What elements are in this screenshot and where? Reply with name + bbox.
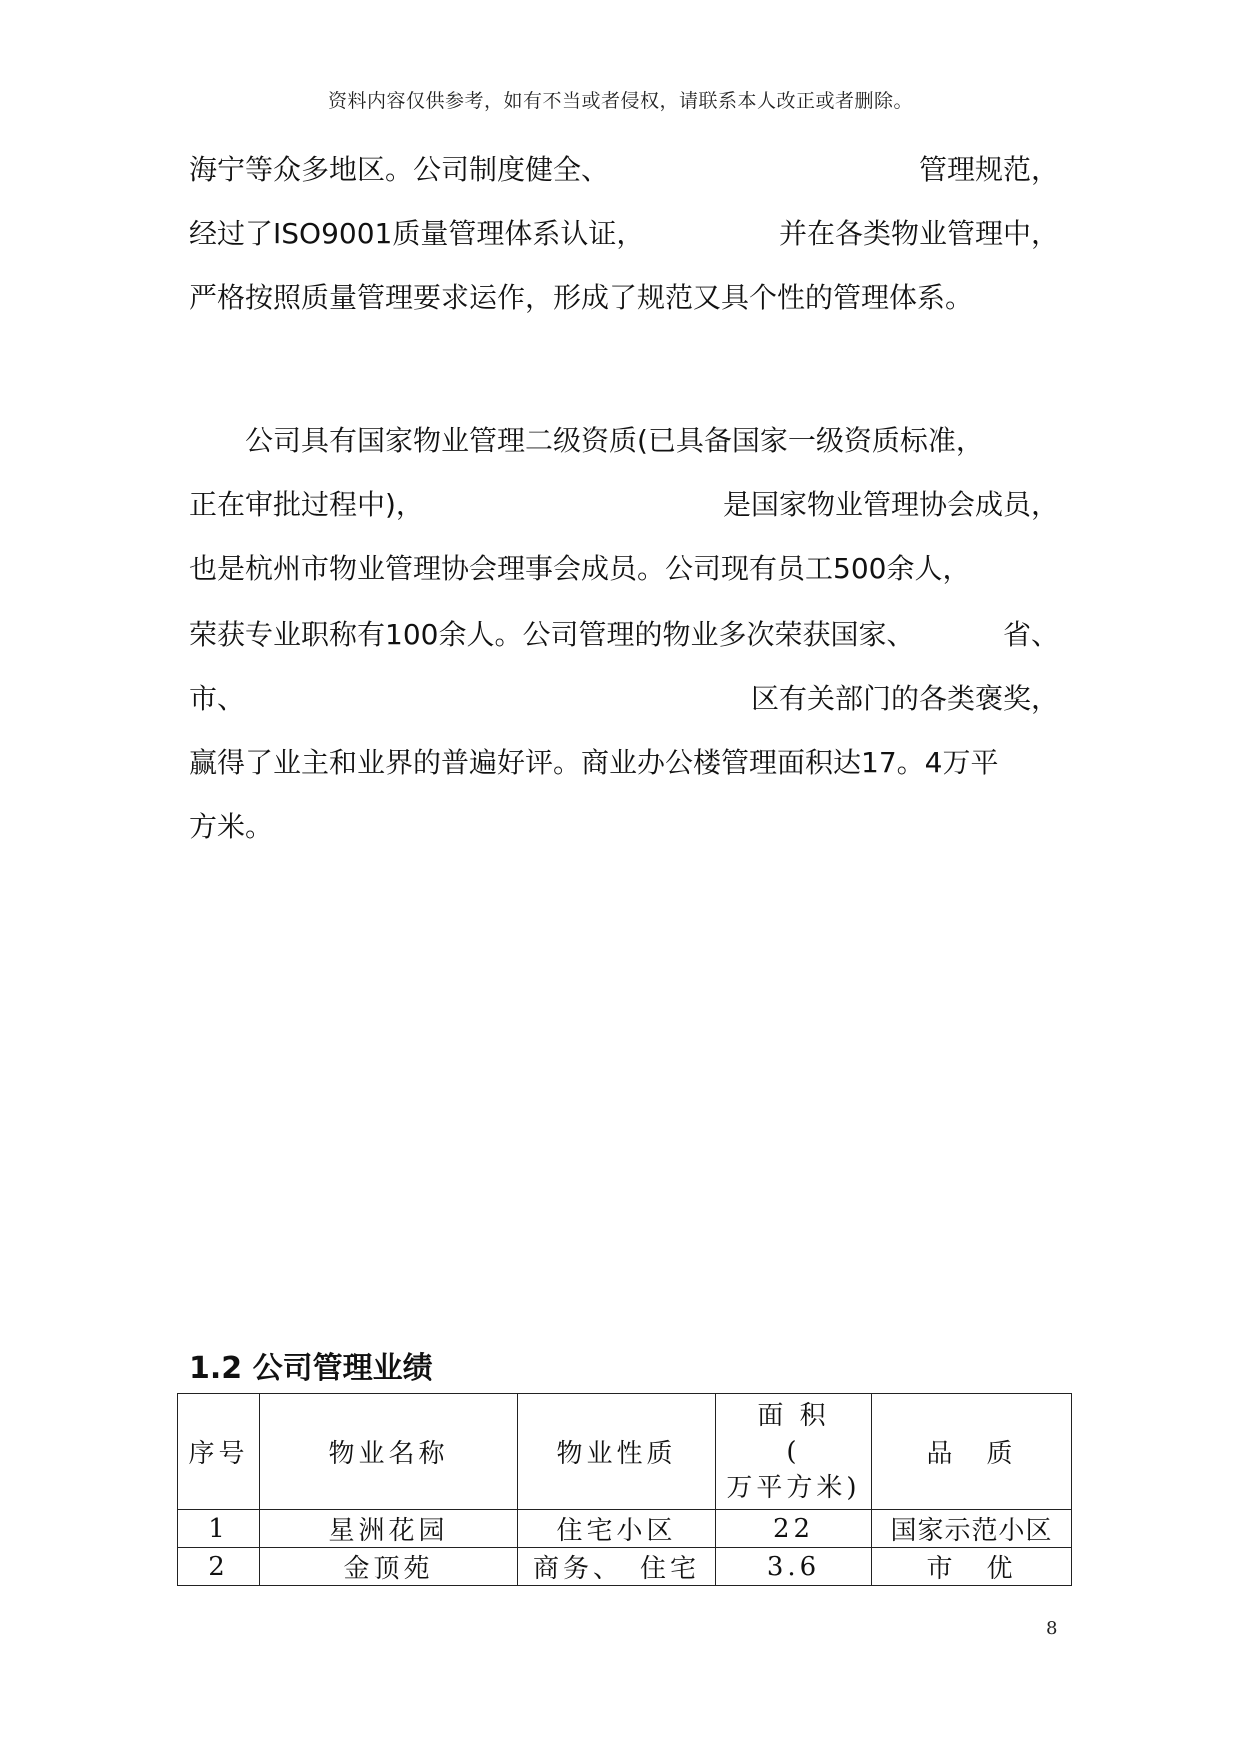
line-text: 经过了ISO9001质量管理体系认证， xyxy=(189,217,645,250)
page-number: 8 xyxy=(1046,1618,1058,1639)
cell-type: 商务、 住宅 xyxy=(518,1548,716,1586)
header-area xyxy=(716,1394,872,1510)
paragraph-line xyxy=(189,276,1059,316)
cell-area: 22 xyxy=(716,1510,872,1548)
cell-no: 1 xyxy=(178,1510,260,1548)
header-type: 物业性质 xyxy=(518,1394,716,1510)
line-text-right: 管理规范， xyxy=(918,153,1059,186)
line-text: 方米。 xyxy=(189,810,274,843)
line-text: 市、 xyxy=(189,682,246,715)
cell-quality: 国家示范小区 xyxy=(872,1510,1072,1548)
performance-table xyxy=(177,1393,1072,1586)
line-text: 正在审批过程中)， xyxy=(189,488,424,521)
section-title: 1.2 公司管理业绩 xyxy=(189,1351,433,1386)
line-text-right: 并在各类物业管理中， xyxy=(778,217,1059,250)
cell-quality: 市 优 xyxy=(872,1548,1072,1586)
line-text: 也是杭州市物业管理协会理事会成员。公司现有员工500余人， xyxy=(189,552,971,585)
header-area-line1: 面 积 xyxy=(757,1400,830,1431)
header-area-line3: 万平方米) xyxy=(726,1472,861,1503)
paragraph-line xyxy=(189,483,1059,523)
paragraph-line xyxy=(189,419,1059,459)
header-no: 序号 xyxy=(178,1394,260,1510)
header-name: 物业名称 xyxy=(260,1394,518,1510)
line-text: 荣获专业职称有100余人。公司管理的物业多次荣获国家、 xyxy=(189,618,915,651)
table-row xyxy=(178,1510,1072,1548)
paragraph-line xyxy=(189,613,1059,653)
table-header-row xyxy=(178,1394,1072,1510)
paragraph-line xyxy=(189,741,1059,781)
cell-name: 星洲花园 xyxy=(260,1510,518,1548)
line-text-right: 是国家物业管理协会成员， xyxy=(722,488,1059,521)
line-text-right: 区有关部门的各类褒奖， xyxy=(750,682,1059,715)
line-text: 公司具有国家物业管理二级资质(已具备国家一级资质标准， xyxy=(189,424,984,457)
table-row xyxy=(178,1548,1072,1586)
paragraph-line xyxy=(189,148,1059,188)
paragraph-line xyxy=(189,547,1059,587)
cell-no: 2 xyxy=(178,1548,260,1586)
paragraph-line xyxy=(189,212,1059,252)
line-text: 海宁等众多地区。公司制度健全、 xyxy=(189,153,610,186)
header-area-line2: ( xyxy=(786,1436,801,1467)
paragraph-line xyxy=(189,805,1059,845)
line-text: 赢得了业主和业界的普遍好评。商业办公楼管理面积达17。4万平 xyxy=(189,746,999,779)
cell-name: 金顶苑 xyxy=(260,1548,518,1586)
line-text-right: 省、 xyxy=(1002,618,1059,651)
cell-type: 住宅小区 xyxy=(518,1510,716,1548)
header-disclaimer: 资料内容仅供参考，如有不当或者侵权，请联系本人改正或者删除。 xyxy=(327,90,913,112)
line-text: 严格按照质量管理要求运作，形成了规范又具个性的管理体系。 xyxy=(189,281,974,314)
cell-area: 3.6 xyxy=(716,1548,872,1586)
header-quality: 品 质 xyxy=(872,1394,1072,1510)
paragraph-line xyxy=(189,677,1059,717)
